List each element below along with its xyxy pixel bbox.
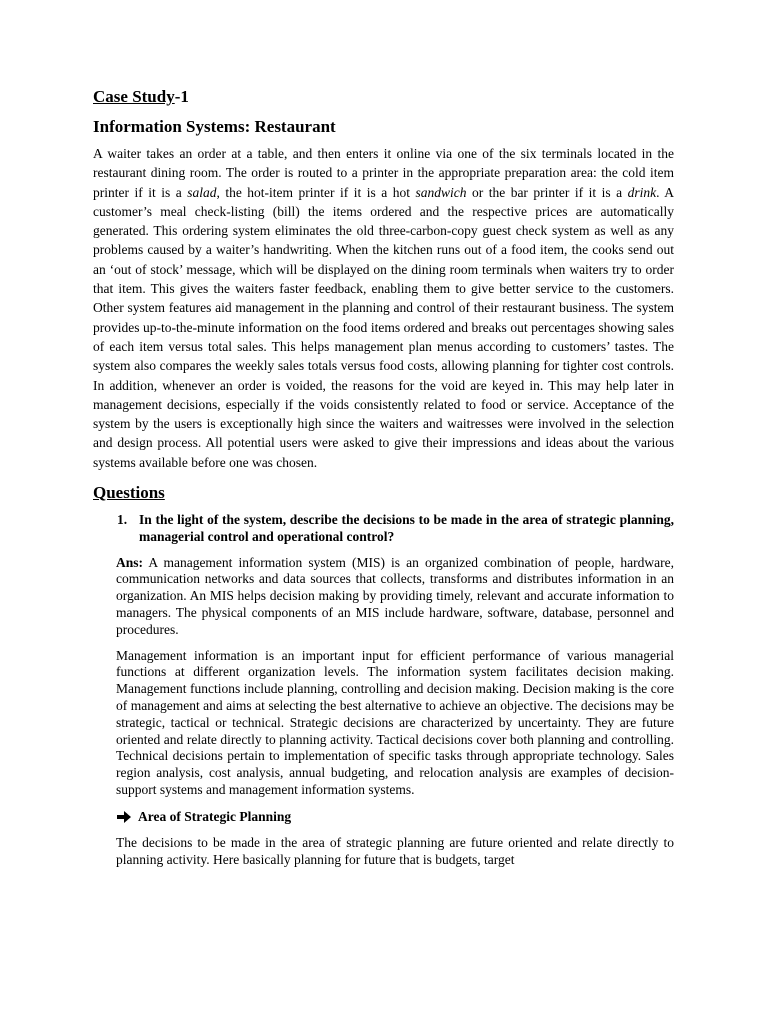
case-study-label: Case Study <box>93 87 175 106</box>
case-text-segment: , the hot-item printer if it is a hot <box>216 184 416 200</box>
answer-block <box>116 555 674 869</box>
case-text-segment: A waiter takes an order at a table, and then enters it online via one of the six terminals located in the restaurant dining room. The order is routed to a printer in the appropriate preparation area: the cold item printer if it is a <box>93 146 674 200</box>
right-arrow-icon <box>116 810 132 824</box>
case-text-segment: . A customer’s meal check-listing (bill) the items ordered and the respective prices are automatically generated. This ordering system eliminates the old three-carbon-copy guest check system as well as any problems caused by a waiter’s handwriting. When the kitchen runs out of a food item, the cooks send out an ‘out of stock’ message, which will be displayed on the dining room terminals when waiters try to order that item. This gives the waiters faster feedback, enabling them to give better service to the customers. Other system features aid management in the planning and control of their restaurant business. The system provides up-to-the-minute information on the food items ordered and breaks out percentages showing sales of each item versus total sales. This helps management plan menus according to customers’ tastes. The system also compares the weekly sales totals versus food costs, allowing planning for tighter cost controls. In addition, whenever an order is voided, the reasons for the void are keyed in. This may help later in management decisions, especially if the voids consistently related to food or service. Acceptance of the system by the users is exceptionally high since the waiters and waitresses were involved in the selection and design process. All potential users were asked to give their impressions and ideas about the various systems available before one was chosen. <box>93 184 674 470</box>
case-text-segment: or the bar printer if it is a <box>466 184 628 200</box>
case-text-italic: sandwich <box>415 184 467 200</box>
case-study-title <box>93 86 674 108</box>
document-page <box>93 86 674 868</box>
question-text: In the light of the system, describe the decisions to be made in the area of strategic planning, managerial control and operational control? <box>139 512 674 544</box>
case-text-italic: salad <box>187 184 217 200</box>
answer-paragraph-2: Management information is an important input for efficient performance of various managerial functions at different organization levels. The information system facilitates decision making. Management functions include planning, controlling and decision making. Decision making is the core of management and aims at selecting the best alternative to achieve an objective. The decisions may be strategic, tactical or technical. Strategic decisions are characterized by uncertainty. They are future oriented and relate directly to planning activity. Tactical decisions cover both planning and controlling. Technical decisions pertain to implementation of specific tasks through appropriate technology. Sales region analysis, cost analysis, annual budgeting, and relocation analysis are examples of decision-support systems and management information systems. <box>116 647 674 797</box>
questions-heading: Questions <box>93 483 165 503</box>
answer-text: A management information system (MIS) is an organized combination of people, hardware, communication networks and data sources that collects, transforms and distributes information in an organization. An MIS helps decision making by providing timely, relevant and accurate information to managers. The physical components of an MIS include hardware, software, database, personnel and procedures. <box>116 554 674 637</box>
subheading-text: Area of Strategic Planning <box>138 808 292 824</box>
answer-paragraph-3: The decisions to be made in the area of strategic planning are future oriented and relate directly to planning activity. Here basically planning for future that is budgets, target <box>116 834 674 867</box>
case-study-number: -1 <box>174 87 189 106</box>
section-title: Information Systems: Restaurant <box>93 117 336 136</box>
case-text-italic: drink <box>627 184 657 200</box>
question-item <box>93 512 674 546</box>
answer-paragraph-1 <box>116 555 674 639</box>
answer-label: Ans: <box>116 554 144 570</box>
question-list <box>93 512 674 546</box>
case-description <box>93 144 674 472</box>
strategic-planning-heading <box>116 808 674 826</box>
question-number: 1. <box>117 512 128 528</box>
